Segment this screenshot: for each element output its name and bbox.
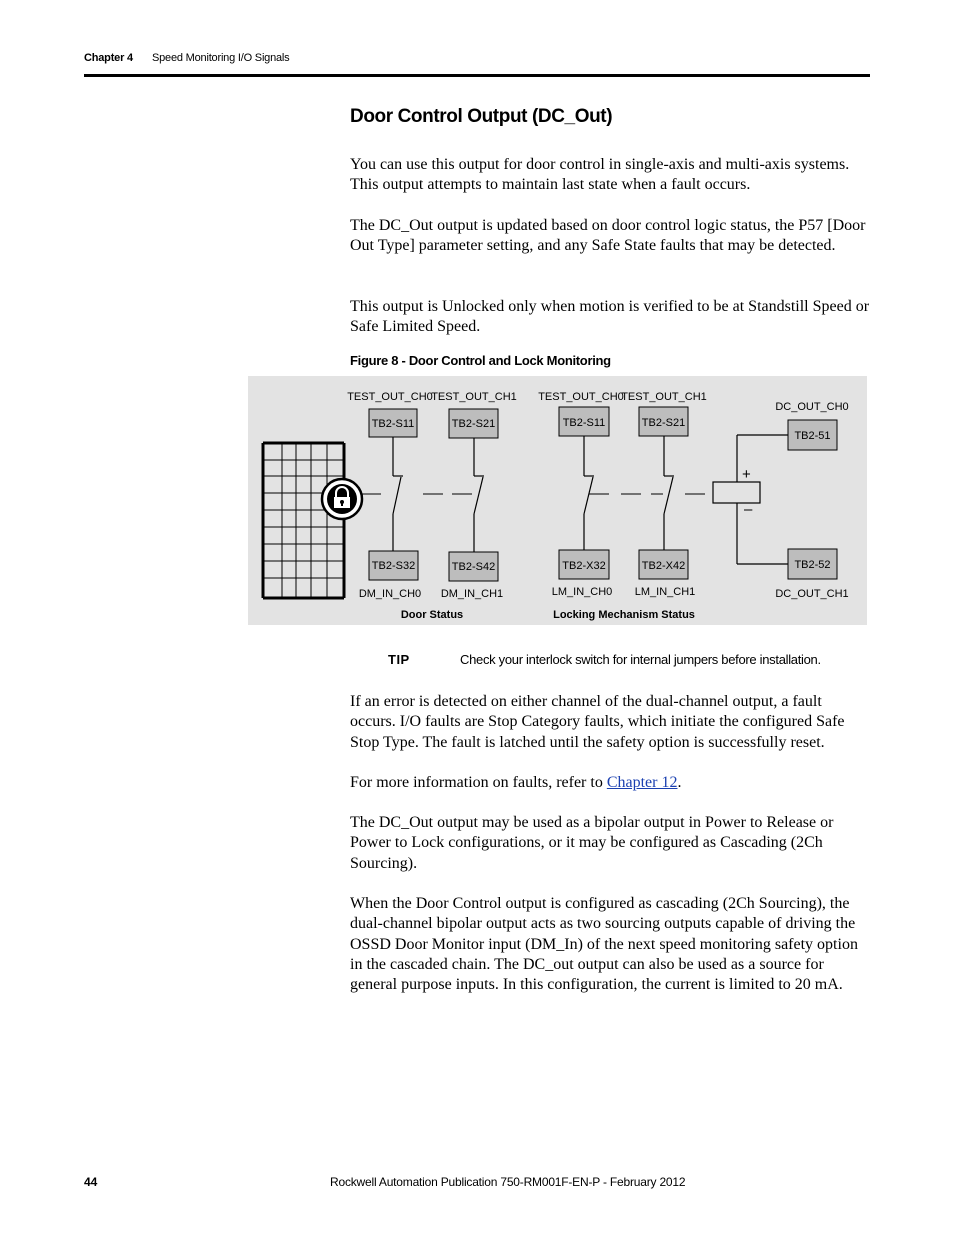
signal-label: TEST_OUT_CH0	[347, 391, 433, 403]
terminal-label: TB2-52	[794, 559, 831, 571]
terminal-label: TB2-S21	[451, 418, 496, 430]
group-label-door-status: Door Status	[400, 609, 464, 621]
terminal-label: TB2-S11	[371, 418, 415, 430]
header-rule	[84, 74, 870, 77]
signal-label: TEST_OUT_CH1	[431, 391, 517, 403]
section-title: Door Control Output (DC_Out)	[350, 106, 613, 127]
tip-label: TIP	[388, 652, 410, 667]
signal-label: TEST_OUT_CH1	[621, 391, 707, 403]
padlock-icon	[322, 479, 362, 519]
terminal-label: TB2-51	[794, 430, 831, 442]
door-control-figure	[248, 376, 867, 625]
paragraph-text: .	[677, 774, 682, 791]
paragraph: The DC_Out output may be used as a bipolar output in Power to Release or Power to Lock configurations, or it may be configured as Cascading (2Ch Sourcing).	[350, 814, 834, 872]
paragraph-text: For more information on faults, refer to	[350, 774, 607, 791]
coil-plus-sign: +	[742, 466, 751, 483]
door-grid-icon	[263, 443, 344, 598]
solenoid-coil-icon	[713, 435, 788, 564]
terminal-label: TB2-S21	[641, 417, 686, 429]
signal-label: DM_IN_CH1	[440, 588, 504, 600]
publication-info: Rockwell Automation Publication 750-RM001F-EN-P - February 2012	[330, 1175, 686, 1189]
paragraph: If an error is detected on either channel of the dual-channel output, a fault occurs. I/O faults are Stop Category faults, which initiate the configured Safe Stop Type. The fault is latched until the safety option is successfully reset.	[350, 693, 845, 751]
page-number: 44	[84, 1175, 98, 1189]
signal-label: DC_OUT_CH0	[775, 401, 849, 413]
paragraph	[350, 773, 870, 793]
signal-label: LM_IN_CH1	[634, 586, 696, 598]
signal-label: TEST_OUT_CH0	[538, 391, 624, 403]
coil-minus-sign: –	[744, 501, 753, 518]
signal-label: DC_OUT_CH1	[775, 588, 849, 600]
group-label-lock-status: Locking Mechanism Status	[553, 609, 695, 621]
terminal-label: TB2-X32	[562, 560, 606, 572]
tip-text: Check your interlock switch for internal jumpers before installation.	[460, 652, 821, 667]
chapter-label: Chapter 4	[84, 52, 133, 64]
terminal-label: TB2-X42	[641, 560, 686, 572]
figure-caption: Figure 8 - Door Control and Lock Monitoring	[350, 353, 611, 368]
paragraph: When the Door Control output is configured as cascading (2Ch Sourcing), the dual-channel bipolar output acts as two sourcing outputs capable of driving the OSSD Door Monitor input (DM_In) of the next speed monitoring safety option in the cascaded chain. The DC_out output can also be used as a source for general purpose inputs. In this configuration, the current is limited to 20 mA.	[350, 895, 858, 994]
chapter-title: Speed Monitoring I/O Signals	[152, 52, 290, 64]
signal-label: LM_IN_CH0	[551, 586, 613, 598]
terminal-label: TB2-S11	[562, 417, 606, 429]
signal-label: DM_IN_CH0	[358, 588, 422, 600]
terminal-label: TB2-S42	[451, 561, 496, 573]
chapter-12-link[interactable]: Chapter 12	[606, 774, 678, 791]
terminal-label: TB2-S32	[371, 560, 416, 572]
paragraph: You can use this output for door control in single-axis and multi-axis systems. This output attempts to maintain last state when a fault occurs.	[350, 156, 850, 194]
paragraph: This output is Unlocked only when motion is verified to be at Standstill Speed or Safe Limited Speed.	[350, 298, 870, 336]
paragraph: The DC_Out output is updated based on door control logic status, the P57 [Door Out Type] parameter setting, and any Safe State faults that may be detected.	[350, 217, 866, 255]
page-header	[84, 52, 870, 76]
